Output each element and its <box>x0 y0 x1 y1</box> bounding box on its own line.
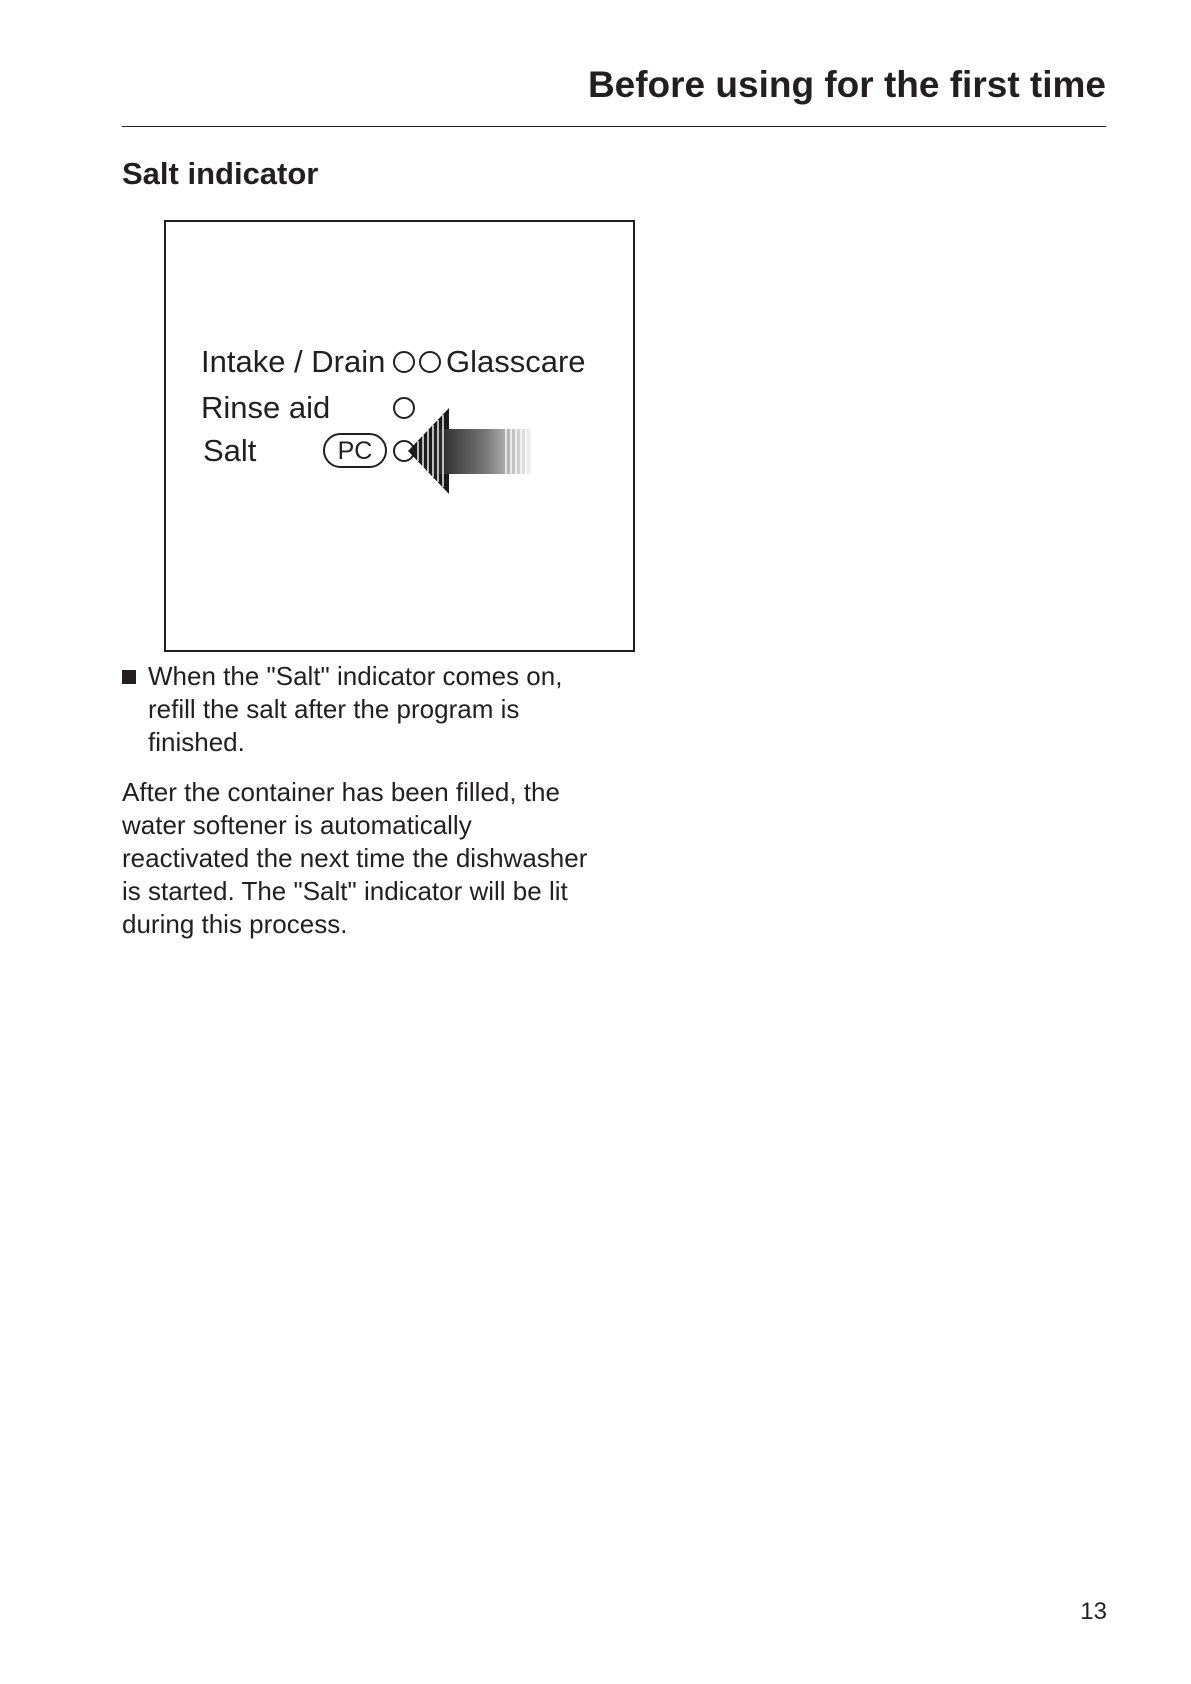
rinse-aid-label: Rinse aid <box>201 390 331 425</box>
page-header <box>122 64 1106 127</box>
section-heading: Salt indicator <box>122 156 319 191</box>
salt-label: Salt <box>203 433 257 468</box>
glasscare-label: Glasscare <box>446 344 586 379</box>
instruction-bullet <box>122 660 592 759</box>
bullet-square-icon <box>122 670 136 684</box>
intake-drain-label: Intake / Drain <box>201 344 386 379</box>
body-paragraph: After the container has been filled, the water softener is automatically reactivated the next time the dishwasher is started. The "Salt" indicator will be lit during this process. <box>122 777 588 939</box>
rinse-aid-indicator-icon <box>394 398 414 418</box>
page-number: 13 <box>1080 1598 1107 1625</box>
page-title: Before using for the first time <box>587 64 1106 105</box>
left-arrow-icon <box>408 408 531 494</box>
bullet-text: When the "Salt" indicator comes on, refill the salt after the program is finished. <box>148 661 563 757</box>
control-panel-illustration <box>164 220 635 652</box>
pc-label: PC <box>337 437 373 465</box>
control-panel-drawing <box>166 222 632 649</box>
glasscare-indicator-icon <box>420 352 440 372</box>
intake-drain-indicator-icon <box>394 352 414 372</box>
